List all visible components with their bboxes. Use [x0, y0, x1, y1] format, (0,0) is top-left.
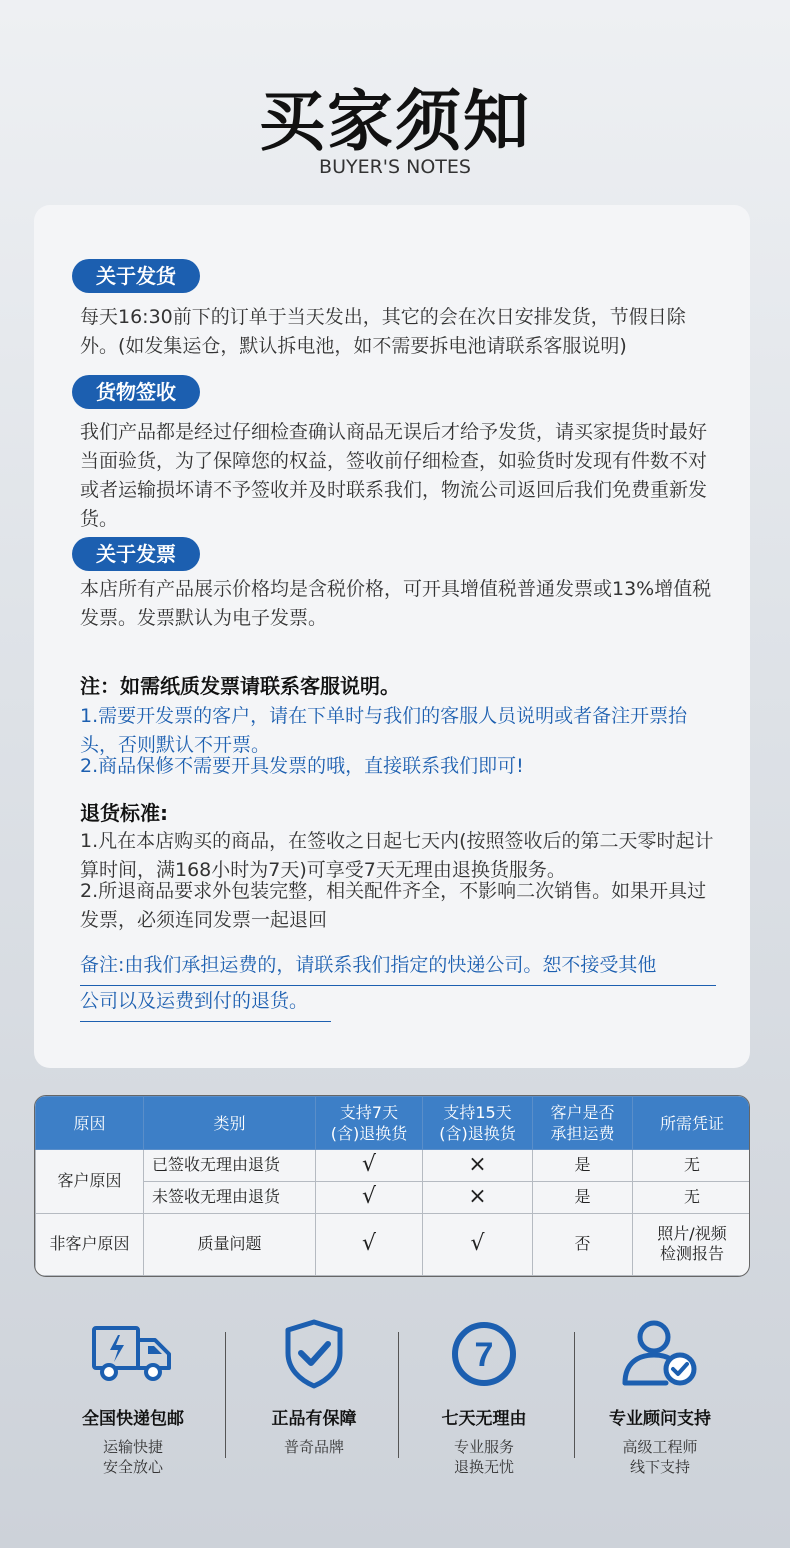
- header-category: 类别: [144, 1097, 316, 1150]
- feature-sub-line1: 运输快捷: [102, 1438, 163, 1456]
- invoice-note-heading: 注：如需纸质发票请联系客服说明。: [80, 674, 400, 698]
- seven-days-number: 7: [474, 1336, 494, 1374]
- cell-proof-line1: 照片/视频: [657, 1224, 727, 1244]
- table-row: [36, 1181, 751, 1213]
- cell-category: 质量问题: [144, 1213, 316, 1275]
- return-table: [34, 1095, 750, 1277]
- return-policy-heading: 退货标准:: [80, 801, 168, 825]
- feature-seven-days: [399, 1318, 569, 1477]
- consultant-icon: [575, 1318, 745, 1390]
- section-label-invoice: 关于发票: [72, 537, 200, 571]
- shipping-note-line1: 备注:由我们承担运费的，请联系我们指定的快递公司。恕不接受其他: [80, 950, 716, 986]
- check-icon: √: [316, 1150, 423, 1182]
- feature-sub-line2: 安全放心: [102, 1458, 163, 1476]
- page-title: 买家须知: [259, 83, 531, 160]
- cell-proof: 无: [633, 1181, 751, 1213]
- cell-reason: 非客户原因: [36, 1213, 144, 1275]
- header-support-7-line1: 支持7天: [339, 1103, 399, 1122]
- feature-sub-line2: 退换无忧: [453, 1458, 514, 1476]
- check-icon: √: [316, 1213, 423, 1275]
- check-icon: √: [423, 1213, 533, 1275]
- table-header-row: [36, 1097, 751, 1150]
- invoice-note-line1: 1.需要开发票的客户，请在下单时与我们的客服人员说明或者备注开票抬头，否则默认不开票。: [80, 705, 688, 756]
- section-label-shipping: 关于发货: [72, 259, 200, 293]
- feature-sub-line1: 专业服务: [453, 1438, 514, 1456]
- feature-title: 正品有保障: [271, 1409, 357, 1429]
- feature-title: 全国快递包邮: [82, 1409, 184, 1429]
- header-support-7-line2: (含)退换货: [330, 1124, 408, 1143]
- header-support-15-line1: 支持15天: [443, 1103, 512, 1122]
- header-support-15-line2: (含)退换货: [439, 1124, 516, 1143]
- feature-divider: [225, 1332, 226, 1458]
- section-text-shipping: 每天16:30前下的订单于当天发出，其它的会在次日安排发货，节假日除外。(如发集运仓，默认拆电池，如不需要拆电池请联系客服说明): [80, 306, 686, 357]
- cell-proof: 无: [633, 1150, 751, 1182]
- seven-days-icon: [399, 1318, 569, 1390]
- cell-category: 已签收无理由退货: [144, 1150, 316, 1182]
- feature-free-shipping: [48, 1318, 218, 1477]
- cell-proof-line2: 检测报告: [659, 1244, 724, 1264]
- page-subtitle: BUYER'S NOTES: [319, 156, 471, 178]
- cell-category: 未签收无理由退货: [144, 1181, 316, 1213]
- table-row: [36, 1213, 751, 1275]
- header-support-7: [316, 1097, 423, 1150]
- feature-sub-line2: 线下支持: [629, 1458, 690, 1476]
- shipping-note-line2: 公司以及运费到付的退货。: [80, 986, 331, 1022]
- cell-shipping: 是: [533, 1150, 633, 1182]
- check-icon: √: [316, 1181, 423, 1213]
- feature-title: 七天无理由: [441, 1409, 527, 1429]
- table-row: [36, 1150, 751, 1182]
- header-shipping-line1: 客户是否: [550, 1103, 615, 1122]
- feature-sub-line1: 高级工程师: [622, 1438, 698, 1456]
- cell-proof: [633, 1213, 751, 1275]
- header-shipping-line2: 承担运费: [550, 1124, 615, 1143]
- cell-shipping: 是: [533, 1181, 633, 1213]
- feature-sub-line1: 普奇品牌: [283, 1438, 344, 1456]
- header-reason: 原因: [36, 1097, 144, 1150]
- cell-shipping: 否: [533, 1213, 633, 1275]
- section-text-receipt: 我们产品都是经过仔细检查确认商品无误后才给予发货，请买家提货时最好当面验货，为了保障您的权益，签收前仔细检查，如验货时发现有件数不对或者运输损坏请不予签收并及时联系我们，物流公司返回后我们免费重新发货。: [80, 421, 708, 530]
- return-policy-line1: 1.凡在本店购买的商品，在签收之日起七天内(按照签收后的第二天零时起计算时间，满168小时为7天)可享受7天无理由退换货服务。: [80, 830, 714, 881]
- return-policy-line2: 2.所退商品要求外包装完整，相关配件齐全，不影响二次销售。如果开具过发票，必须连同发票一起退回: [80, 880, 707, 931]
- header-support-15: [423, 1097, 533, 1150]
- cross-icon: ×: [423, 1150, 533, 1182]
- delivery-truck-icon: [48, 1318, 218, 1390]
- feature-consultant: [575, 1318, 745, 1477]
- header-shipping: [533, 1097, 633, 1150]
- feature-title: 专业顾问支持: [609, 1409, 711, 1429]
- header-proof: 所需凭证: [633, 1097, 751, 1150]
- invoice-note-line2: 2.商品保修不需要开具发票的哦，直接联系我们即可!: [80, 755, 524, 777]
- cross-icon: ×: [423, 1181, 533, 1213]
- feature-genuine: [229, 1318, 399, 1457]
- section-label-receipt: 货物签收: [72, 375, 200, 409]
- shield-check-icon: [229, 1318, 399, 1390]
- cell-reason: 客户原因: [36, 1150, 144, 1214]
- section-text-invoice: 本店所有产品展示价格均是含税价格，可开具增值税普通发票或13%增值税发票。发票默认为电子发票。: [80, 578, 712, 629]
